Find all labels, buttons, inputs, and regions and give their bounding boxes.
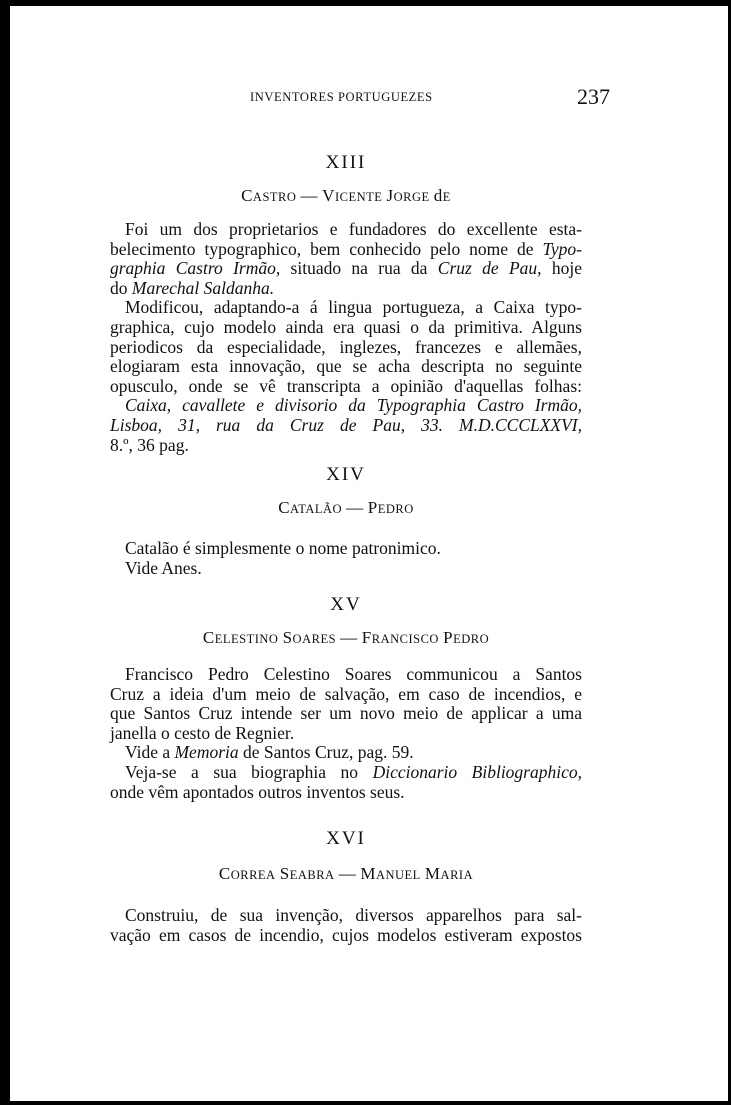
text-line: Caixa, cavallete e divisorio da Typographia Castro Irmão, xyxy=(125,395,582,416)
section-body xyxy=(110,220,582,455)
text-line: Francisco Pedro Celestino Soares communicou a Santos xyxy=(125,664,582,684)
running-title: INVENTORES PORTUGUEZES xyxy=(250,90,433,104)
text-line: opusculo, onde se vê transcripta a opinião d'aquellas folhas: xyxy=(110,375,582,396)
text-line: belecimento typographico, bem conhecido pelo nome de Typo- xyxy=(110,238,582,259)
text-line: Vide Anes. xyxy=(125,557,202,578)
section-numeral: XIV xyxy=(326,464,366,485)
text-line: Cruz a ideia d'um meio de salvação, em caso de incendios, e xyxy=(110,683,582,704)
text-line: 8.º, 36 pag. xyxy=(110,434,189,455)
text-line: Vide a Memoria de Santos Cruz, pag. 59. xyxy=(125,742,414,763)
section-numeral: XV xyxy=(330,594,362,615)
running-head xyxy=(90,84,610,114)
text-line: que Santos Cruz intende ser um novo meio de applicar a uma xyxy=(110,703,582,724)
text-line: do Marechal Saldanha. xyxy=(110,277,275,298)
text-line: Modificou, adaptando-a á lingua portugueza, a Caixa typo- xyxy=(125,297,582,318)
text-line: janella o cesto de Regnier. xyxy=(110,722,295,743)
page-number: 237 xyxy=(577,84,610,109)
text-line: vação em casos de incendio, cujos modelos estiveram expostos xyxy=(110,924,582,945)
section-name: CORREA SEABRA — MANUEL MARIA xyxy=(218,864,474,883)
text-line: elogiaram esta innovação, que se acha descripta no seguinte xyxy=(110,356,582,377)
text-line: Construiu, de sua invenção, diversos apparelhos para sal- xyxy=(125,905,582,925)
section-name: CATALÃO — PEDRO xyxy=(278,498,414,517)
text-line: graphica, cujo modelo ainda era quasi o da primitiva. Alguns xyxy=(110,316,582,337)
section-body xyxy=(110,539,582,578)
text-line: periodicos da especialidade, inglezes, francezes e allemães, xyxy=(110,336,582,357)
section-name: CASTRO — VICENTE JORGE dE xyxy=(241,186,451,205)
text-line: Veja-se a sua biographia no Diccionario Bibliographico, xyxy=(125,761,582,782)
section-numeral: XIII xyxy=(325,152,367,173)
text-line: Foi um dos proprietarios e fundadores do excellente esta- xyxy=(125,219,582,239)
section-body xyxy=(110,906,582,945)
section-body xyxy=(110,665,582,802)
section-name: CELESTINO SOARES — FRANCISCO PEDRO xyxy=(202,628,490,647)
text-line: Catalão é simplesmente o nome patronimico. xyxy=(125,538,441,558)
section-numeral: XVI xyxy=(326,828,366,849)
text-line: onde vêm apontados outros inventos seus. xyxy=(110,781,405,802)
text-line: Lisboa, 31, rua da Cruz de Pau, 33. M.D.CCCLXXVI, xyxy=(110,414,582,435)
text-line: graphia Castro Irmão, situado na rua da Cruz de Pau, hoje xyxy=(110,258,582,279)
